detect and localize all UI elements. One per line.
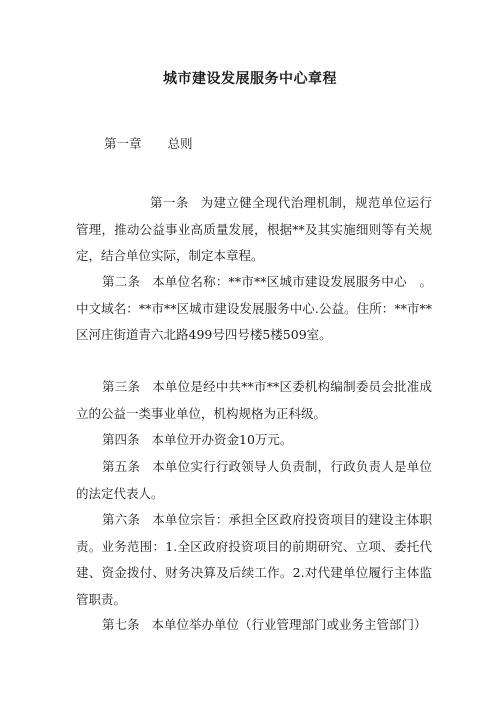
article-6 bbox=[76, 507, 432, 613]
document-title: 城市建设发展服务中心章程 bbox=[163, 71, 337, 87]
article-text: 本单位举办单位（行业管理部门或业务主管部门） bbox=[151, 617, 427, 632]
article-number: 第七条 bbox=[102, 617, 140, 632]
article-number: 第五条 bbox=[102, 459, 141, 474]
chapter-number: 第一章 bbox=[104, 136, 142, 151]
article-number: 第三条 bbox=[102, 379, 141, 394]
article-text: 本单位是经中共**市**区委机构编制委员会批准成立的公益一类事业单位，机构规格为正科级。 bbox=[76, 379, 432, 421]
article-5 bbox=[76, 454, 432, 507]
article-number: 第六条 bbox=[102, 512, 141, 527]
article-number: 第一条 bbox=[150, 195, 189, 210]
chapter-heading bbox=[104, 134, 193, 152]
article-2 bbox=[76, 269, 432, 349]
article-number: 第四条 bbox=[102, 432, 140, 447]
article-text: 本单位宗旨：承担全区政府投资项目的建设主体职责。业务范围：1.全区政府投资项目的前期研究、立项、委托代建、资金拨付、财务决算及后续工作。2.对代建单位履行主体监管职责。 bbox=[76, 512, 432, 607]
chapter-name: 总则 bbox=[167, 136, 193, 151]
article-4 bbox=[76, 427, 432, 454]
article-text: 本单位开办资金10万元。 bbox=[151, 432, 293, 447]
article-text: 本单位实行行政领导人负责制，行政负责人是单位的法定代表人。 bbox=[76, 459, 432, 501]
article-7 bbox=[76, 612, 432, 639]
article-text: 为建立健全现代治理机制，规范单位运行管理，推动公益事业高质量发展，根据**及其实施细则等有关规定，结合单位实际，制定本章程。 bbox=[76, 195, 432, 263]
article-number: 第二条 bbox=[102, 274, 141, 289]
article-3 bbox=[76, 374, 432, 427]
article-1 bbox=[76, 190, 432, 270]
article-text: 本单位名称：**市**区城市建设发展服务中心 。中文域名：**市**区城市建设发展服务中心.公益。住所：**市**区河庄街道青六北路499号四号楼5楼509室。 bbox=[76, 274, 432, 342]
